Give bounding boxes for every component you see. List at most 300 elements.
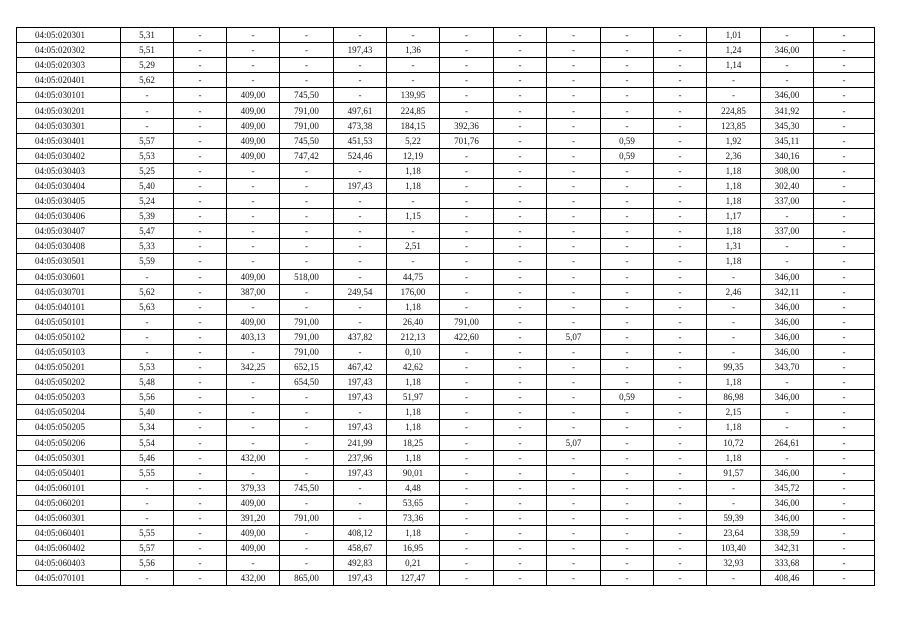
value-cell: 409,00 (227, 103, 280, 118)
value-cell: 346,00 (761, 314, 814, 329)
table-row (17, 224, 875, 239)
value-cell: 197,43 (334, 375, 387, 390)
value-cell: - (494, 526, 547, 541)
value-cell: - (654, 375, 707, 390)
value-cell: - (121, 103, 174, 118)
value-cell: - (280, 465, 334, 480)
value-cell: - (440, 360, 494, 375)
row-code-cell: 04:05:050401 (17, 465, 121, 480)
value-cell: - (547, 194, 601, 209)
value-cell: - (547, 571, 601, 586)
row-code-cell: 04:05:030701 (17, 284, 121, 299)
value-cell: - (494, 375, 547, 390)
value-cell: 237,96 (334, 450, 387, 465)
value-cell: 5,56 (121, 556, 174, 571)
value-cell: - (707, 73, 761, 88)
value-cell: - (440, 465, 494, 480)
value-cell: - (440, 375, 494, 390)
value-cell: - (174, 194, 227, 209)
value-cell: - (547, 526, 601, 541)
value-cell: - (707, 269, 761, 284)
value-cell: 387,00 (227, 284, 280, 299)
value-cell: 212,13 (387, 329, 440, 344)
value-cell: - (814, 284, 875, 299)
value-cell: - (440, 526, 494, 541)
value-cell: - (761, 450, 814, 465)
value-cell: - (761, 73, 814, 88)
value-cell: 701,76 (440, 133, 494, 148)
value-cell: - (174, 360, 227, 375)
value-cell: - (494, 133, 547, 148)
value-cell: - (601, 435, 654, 450)
value-cell: - (334, 254, 387, 269)
table-row (17, 43, 875, 58)
table-row (17, 254, 875, 269)
value-cell: - (494, 28, 547, 43)
value-cell: - (440, 148, 494, 163)
value-cell: - (654, 239, 707, 254)
value-cell: - (601, 329, 654, 344)
table-row (17, 511, 875, 526)
value-cell: 865,00 (280, 571, 334, 586)
value-cell: 473,38 (334, 118, 387, 133)
value-cell: - (654, 118, 707, 133)
row-code-cell: 04:05:020401 (17, 73, 121, 88)
value-cell: 432,00 (227, 450, 280, 465)
value-cell: - (440, 239, 494, 254)
value-cell: - (814, 28, 875, 43)
value-cell: - (440, 495, 494, 510)
value-cell: - (654, 58, 707, 73)
value-cell: - (280, 224, 334, 239)
value-cell: 745,50 (280, 480, 334, 495)
value-cell: 5,48 (121, 375, 174, 390)
value-cell: - (174, 28, 227, 43)
value-cell: - (547, 541, 601, 556)
table-row (17, 88, 875, 103)
value-cell: - (654, 103, 707, 118)
table-row (17, 344, 875, 359)
value-cell: 1,18 (707, 178, 761, 193)
value-cell: - (174, 103, 227, 118)
value-cell: - (654, 465, 707, 480)
value-cell: 51,97 (387, 390, 440, 405)
row-code-cell: 04:05:070101 (17, 571, 121, 586)
value-cell: - (814, 375, 875, 390)
row-code-cell: 04:05:030201 (17, 103, 121, 118)
value-cell: - (280, 178, 334, 193)
value-cell: - (174, 375, 227, 390)
table-row (17, 194, 875, 209)
value-cell: 5,24 (121, 194, 174, 209)
row-code-cell: 04:05:020301 (17, 28, 121, 43)
value-cell: 346,00 (761, 329, 814, 344)
value-cell: - (280, 43, 334, 58)
value-cell: - (494, 571, 547, 586)
value-cell: - (547, 88, 601, 103)
value-cell: - (280, 58, 334, 73)
value-cell: - (814, 43, 875, 58)
value-cell: - (601, 420, 654, 435)
value-cell: - (761, 375, 814, 390)
value-cell: - (494, 314, 547, 329)
value-cell: - (547, 148, 601, 163)
row-code-cell: 04:05:030101 (17, 88, 121, 103)
value-cell: 791,00 (280, 511, 334, 526)
value-cell: 346,00 (761, 344, 814, 359)
value-cell: - (440, 435, 494, 450)
value-cell: - (814, 329, 875, 344)
value-cell: - (334, 269, 387, 284)
value-cell: 5,34 (121, 420, 174, 435)
table-row (17, 450, 875, 465)
value-cell: - (547, 299, 601, 314)
value-cell: 5,59 (121, 254, 174, 269)
value-cell: - (334, 28, 387, 43)
value-cell: - (814, 360, 875, 375)
value-cell: - (814, 269, 875, 284)
value-cell: - (174, 329, 227, 344)
value-cell: 2,15 (707, 405, 761, 420)
value-cell: 5,40 (121, 405, 174, 420)
value-cell: - (494, 73, 547, 88)
value-cell: - (601, 43, 654, 58)
value-cell: 492,83 (334, 556, 387, 571)
value-cell: - (814, 390, 875, 405)
table-row (17, 465, 875, 480)
value-cell: - (814, 435, 875, 450)
value-cell: 32,93 (707, 556, 761, 571)
value-cell: - (227, 420, 280, 435)
value-cell: - (440, 299, 494, 314)
value-cell: 346,00 (761, 511, 814, 526)
value-cell: 4,48 (387, 480, 440, 495)
value-cell: - (494, 118, 547, 133)
value-cell: 409,00 (227, 118, 280, 133)
value-cell: - (814, 148, 875, 163)
value-cell: 458,67 (334, 541, 387, 556)
value-cell: - (440, 420, 494, 435)
value-cell: - (280, 299, 334, 314)
value-cell: - (494, 495, 547, 510)
value-cell: - (547, 239, 601, 254)
value-cell: - (440, 194, 494, 209)
value-cell: - (227, 239, 280, 254)
value-cell: - (761, 405, 814, 420)
value-cell: 422,60 (440, 329, 494, 344)
value-cell: - (440, 390, 494, 405)
row-code-cell: 04:05:050205 (17, 420, 121, 435)
value-cell: - (654, 495, 707, 510)
value-cell: - (334, 495, 387, 510)
value-cell: - (440, 43, 494, 58)
value-cell: - (174, 269, 227, 284)
value-cell: - (440, 480, 494, 495)
value-cell: - (387, 194, 440, 209)
value-cell: - (174, 209, 227, 224)
value-cell: 5,55 (121, 465, 174, 480)
value-cell: - (121, 118, 174, 133)
value-cell: - (814, 194, 875, 209)
value-cell: - (334, 58, 387, 73)
value-cell: 264,61 (761, 435, 814, 450)
value-cell: 5,55 (121, 526, 174, 541)
value-cell: - (654, 329, 707, 344)
value-cell: - (334, 209, 387, 224)
value-cell: 5,54 (121, 435, 174, 450)
value-cell: - (601, 194, 654, 209)
value-cell: 524,46 (334, 148, 387, 163)
value-cell: 1,18 (387, 450, 440, 465)
value-cell: 23,64 (707, 526, 761, 541)
row-code-cell: 04:05:050103 (17, 344, 121, 359)
row-code-cell: 04:05:050201 (17, 360, 121, 375)
value-cell: - (280, 163, 334, 178)
value-cell: - (174, 43, 227, 58)
value-cell: - (227, 28, 280, 43)
value-cell: - (547, 73, 601, 88)
value-cell: 338,59 (761, 526, 814, 541)
value-cell: - (174, 58, 227, 73)
value-cell: - (280, 239, 334, 254)
table-row (17, 526, 875, 541)
value-cell: 346,00 (761, 269, 814, 284)
value-cell: - (601, 118, 654, 133)
value-cell: - (334, 88, 387, 103)
value-cell: - (334, 480, 387, 495)
value-cell: 5,56 (121, 390, 174, 405)
value-cell: - (121, 329, 174, 344)
value-cell: - (814, 58, 875, 73)
table-row (17, 420, 875, 435)
value-cell: 73,36 (387, 511, 440, 526)
value-cell: - (814, 541, 875, 556)
value-cell: - (654, 450, 707, 465)
value-cell: - (227, 405, 280, 420)
value-cell: 346,00 (761, 299, 814, 314)
value-cell: - (280, 495, 334, 510)
value-cell: - (601, 103, 654, 118)
row-code-cell: 04:05:030407 (17, 224, 121, 239)
value-cell: - (654, 284, 707, 299)
value-cell: - (814, 239, 875, 254)
value-cell: - (547, 556, 601, 571)
value-cell: - (601, 239, 654, 254)
row-code-cell: 04:05:030601 (17, 269, 121, 284)
value-cell: - (814, 405, 875, 420)
value-cell: - (601, 73, 654, 88)
value-cell: - (387, 73, 440, 88)
value-cell: - (494, 435, 547, 450)
value-cell: 5,53 (121, 148, 174, 163)
value-cell: 2,46 (707, 284, 761, 299)
value-cell: 59,39 (707, 511, 761, 526)
value-cell: - (761, 28, 814, 43)
value-cell: - (174, 405, 227, 420)
value-cell: - (334, 239, 387, 254)
value-cell: - (227, 299, 280, 314)
value-cell: - (227, 435, 280, 450)
value-cell: - (707, 314, 761, 329)
value-cell: - (707, 299, 761, 314)
value-cell: - (280, 450, 334, 465)
value-cell: - (601, 299, 654, 314)
value-cell: - (707, 329, 761, 344)
row-code-cell: 04:05:030406 (17, 209, 121, 224)
value-cell: - (654, 556, 707, 571)
value-cell: - (334, 344, 387, 359)
value-cell: - (387, 224, 440, 239)
value-cell: - (121, 511, 174, 526)
value-cell: - (174, 133, 227, 148)
value-cell: 437,82 (334, 329, 387, 344)
table-row (17, 103, 875, 118)
value-cell: 791,00 (280, 314, 334, 329)
value-cell: - (814, 103, 875, 118)
value-cell: - (440, 178, 494, 193)
value-cell: - (280, 254, 334, 269)
value-cell: 16,95 (387, 541, 440, 556)
value-cell: - (814, 495, 875, 510)
value-cell: 1,18 (707, 194, 761, 209)
value-cell: - (494, 58, 547, 73)
value-cell: 467,42 (334, 360, 387, 375)
value-cell: - (174, 420, 227, 435)
value-cell: - (494, 465, 547, 480)
value-cell: - (601, 375, 654, 390)
value-cell: 5,62 (121, 284, 174, 299)
row-code-cell: 04:05:020303 (17, 58, 121, 73)
value-cell: - (654, 224, 707, 239)
value-cell: 103,40 (707, 541, 761, 556)
value-cell: 5,29 (121, 58, 174, 73)
value-cell: 409,00 (227, 314, 280, 329)
value-cell: - (654, 420, 707, 435)
value-cell: - (494, 299, 547, 314)
value-cell: 91,57 (707, 465, 761, 480)
value-cell: - (494, 209, 547, 224)
value-cell: - (174, 254, 227, 269)
value-cell: - (761, 239, 814, 254)
row-code-cell: 04:05:030402 (17, 148, 121, 163)
value-cell: - (494, 284, 547, 299)
value-cell: - (814, 420, 875, 435)
value-cell: - (601, 360, 654, 375)
value-cell: - (227, 163, 280, 178)
value-cell: - (440, 88, 494, 103)
value-cell: 12,19 (387, 148, 440, 163)
value-cell: - (280, 420, 334, 435)
value-cell: - (334, 194, 387, 209)
value-cell: - (654, 344, 707, 359)
value-cell: 451,53 (334, 133, 387, 148)
value-cell: - (601, 465, 654, 480)
value-cell: - (227, 43, 280, 58)
data-table (16, 27, 875, 586)
value-cell: - (440, 73, 494, 88)
value-cell: - (174, 284, 227, 299)
value-cell: - (494, 103, 547, 118)
value-cell: 224,85 (387, 103, 440, 118)
value-cell: 791,00 (440, 314, 494, 329)
value-cell: - (440, 344, 494, 359)
value-cell: - (334, 314, 387, 329)
value-cell: - (494, 420, 547, 435)
value-cell: - (334, 299, 387, 314)
value-cell: 408,46 (761, 571, 814, 586)
value-cell: 1,18 (707, 450, 761, 465)
value-cell: - (334, 511, 387, 526)
table-row (17, 435, 875, 450)
value-cell: 139,95 (387, 88, 440, 103)
value-cell: 0,59 (601, 148, 654, 163)
value-cell: - (601, 511, 654, 526)
value-cell: - (601, 163, 654, 178)
value-cell: - (654, 480, 707, 495)
value-cell: 224,85 (707, 103, 761, 118)
value-cell: - (494, 450, 547, 465)
value-cell: - (547, 254, 601, 269)
value-cell: 791,00 (280, 329, 334, 344)
value-cell: - (440, 28, 494, 43)
value-cell: - (121, 571, 174, 586)
value-cell: - (601, 314, 654, 329)
value-cell: 342,11 (761, 284, 814, 299)
table-row (17, 541, 875, 556)
row-code-cell: 04:05:030501 (17, 254, 121, 269)
value-cell: - (654, 299, 707, 314)
value-cell: 1,18 (387, 163, 440, 178)
value-cell: - (280, 209, 334, 224)
value-cell: 745,50 (280, 133, 334, 148)
value-cell: 197,43 (334, 178, 387, 193)
value-cell: - (601, 541, 654, 556)
value-cell: 409,00 (227, 148, 280, 163)
value-cell: - (814, 299, 875, 314)
value-cell: 0,59 (601, 133, 654, 148)
table-row (17, 178, 875, 193)
value-cell: 791,00 (280, 344, 334, 359)
value-cell: - (654, 390, 707, 405)
value-cell: - (494, 254, 547, 269)
row-code-cell: 04:05:060301 (17, 511, 121, 526)
value-cell: 403,13 (227, 329, 280, 344)
value-cell: - (280, 390, 334, 405)
value-cell: 409,00 (227, 88, 280, 103)
value-cell: - (814, 254, 875, 269)
value-cell: 5,40 (121, 178, 174, 193)
table-row (17, 556, 875, 571)
value-cell: - (387, 58, 440, 73)
value-cell: - (227, 465, 280, 480)
value-cell: - (547, 28, 601, 43)
value-cell: - (707, 88, 761, 103)
value-cell: - (280, 541, 334, 556)
row-code-cell: 04:05:050102 (17, 329, 121, 344)
value-cell: - (174, 88, 227, 103)
table-body (17, 28, 875, 586)
value-cell: 5,07 (547, 435, 601, 450)
value-cell: - (280, 526, 334, 541)
value-cell: - (814, 556, 875, 571)
value-cell: - (440, 163, 494, 178)
value-cell: 86,98 (707, 390, 761, 405)
value-cell: - (601, 58, 654, 73)
value-cell: - (654, 73, 707, 88)
value-cell: 176,00 (387, 284, 440, 299)
value-cell: - (494, 163, 547, 178)
value-cell: - (707, 344, 761, 359)
